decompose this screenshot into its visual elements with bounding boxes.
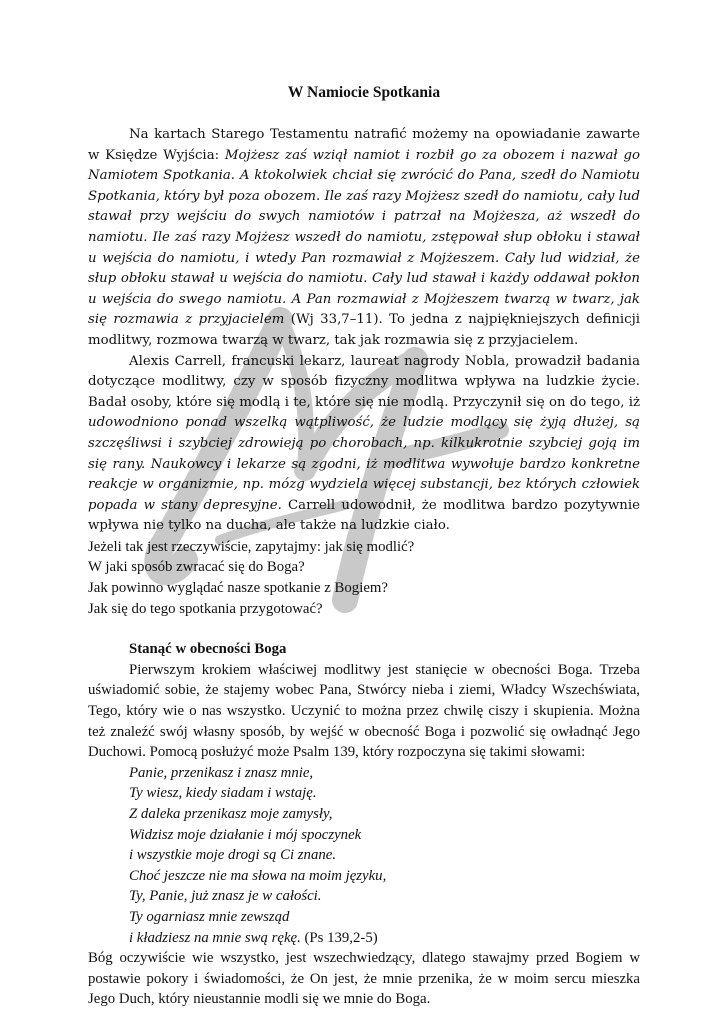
question-line: W jaki sposób zwracać się do Boga?: [88, 559, 305, 576]
paragraph-tent-of-meeting: [88, 125, 640, 352]
section-spacer: [88, 619, 640, 639]
psalm-line: Ty wiesz, kiedy siadam i wstaję.: [129, 785, 317, 802]
paragraph-outro-text: (Wj 33,7–11). To jedna z najpiękniejszych definicji modlitwy, rozmowa twarzą w twarz, tak jak rozmawia się z przyjacielem.: [88, 312, 640, 348]
paragraph-intro-text: Na kartach Starego Testamentu natrafić możemy na opowiadanie zawarte w Księdze Wyjścia:: [88, 127, 640, 163]
document-body: [88, 125, 640, 1010]
psalm-line: Widzisz moje działanie i mój spoczynek: [129, 826, 362, 843]
psalm-line: Panie, przenikasz i znasz mnie,: [129, 764, 314, 781]
question-line: Jak się do tego spotkania przygotować?: [88, 600, 323, 617]
section-heading: Stanąć w obecności Boga: [129, 641, 287, 658]
psalm-reference: (Ps 139,2-5): [300, 929, 378, 946]
document-title: W Namiocie Spotkania: [287, 84, 441, 101]
paragraph-outro-text: Carrell udowodnił, że modlitwa bardzo pozytywnie wpływa nie tylko na ducha, ale także na ludzkie ciało.: [88, 497, 640, 534]
paragraph-conclusion: Bóg oczywiście wie wszystko, jest wszechwiedzący, dlatego stawajmy przed Bogiem w postawie pokory i świadomości, że On jest, że mnie przenika, że w moim sercu mieszka Jego Duch, który nieustannie modli się we mnie do Boga.: [88, 950, 640, 1008]
psalm-line: Ty ogarniasz mnie zewsząd: [129, 908, 290, 925]
psalm-line: Z daleka przenikasz moje zamysły,: [129, 806, 333, 822]
psalm-line: Choć jeszcze nie ma słowa na moim języku,: [129, 867, 387, 884]
paragraph-presence-of-god: Pierwszym krokiem właściwej modlitwy jest stanięcie w obecności Boga. Trzeba uświadomić sobie, że stajemy wobec Pana, Stwórcy nieba i ziemi, Władcy Wszechświata, Tego, który wie o nas wszystko. Uczynić to można przez chwilę ciszy i skupienia. Można też znaleźć swój własny sposób, by wejść w obecność Boga i pozwolić się owładnąć Jego Duchowi. Pomocą posłużyć może Psalm 139, który rozpoczyna się takimi słowami:: [88, 661, 640, 761]
research-quotation: udowodniono ponad wszelką wątpliwość, że ludzie modlący się żyją dłużej, są szczęśliwsi i szybciej zdrowieją po chorobach, np. kilkukrotnie szybciej goją im się rany. Naukowcy i lekarze są zgodni, iż modlitwa wywołuje bardzo konkretne reakcje w organizmie, np. mózg wydziela więcej substancji, bez których człowiek popada w stany depresyjne.: [88, 415, 640, 513]
exodus-quotation: Mojżesz zaś wziął namiot i rozbił go za obozem i nazwał go Namiotem Spotkania. A ktokolwiek chciał się zwrócić do Pana, szedł do Namiotu Spotkania, który był poza obozem. Ile zaś razy Mojżesz szedł do namiotu, cały lud stawał przy wejściu do swych namiotów i patrzał na Mojżesza, aż wszedł do namiotu. Ile zaś razy Mojżesz wszedł do namiotu, zstępował słup obłoku i stawał u wejścia do namiotu, i wtedy Pan rozmawiał z Mojżeszem. Cały lud widział, że słup obłoku stawał u wejścia do namiotu. Cały lud stawał i każdy oddawał pokłon u wejścia do swego namiotu. A Pan rozmawiał z Mojżeszem twarzą w twarz, jak się rozmawia z przyjacielem: [88, 147, 640, 328]
question-line: Jeżeli tak jest rzeczywiście, zapytajmy: jak się modlić?: [88, 538, 415, 555]
psalm-last-line: [88, 928, 640, 949]
psalm-line: i wszystkie moje drogi są Ci znane.: [129, 847, 337, 864]
paragraph-intro-text: Alexis Carrell, francuski lekarz, laureat nagrody Nobla, prowadził badania dotyczące modlitwy, czy w sposób fizyczny modlitwa wpływa na ludzkie życie. Badał osoby, które się modlą i te, które się nie modlą. Przyczynił się on do tego, iż: [88, 353, 640, 410]
psalm-line: i kładziesz na mnie swą rękę.: [129, 929, 301, 946]
paragraph-carrell-study: [88, 352, 640, 537]
psalm-line: Ty, Panie, już znasz je w całości.: [129, 888, 322, 905]
question-line: Jak powinno wyglądać nasze spotkanie z Bogiem?: [88, 580, 388, 597]
